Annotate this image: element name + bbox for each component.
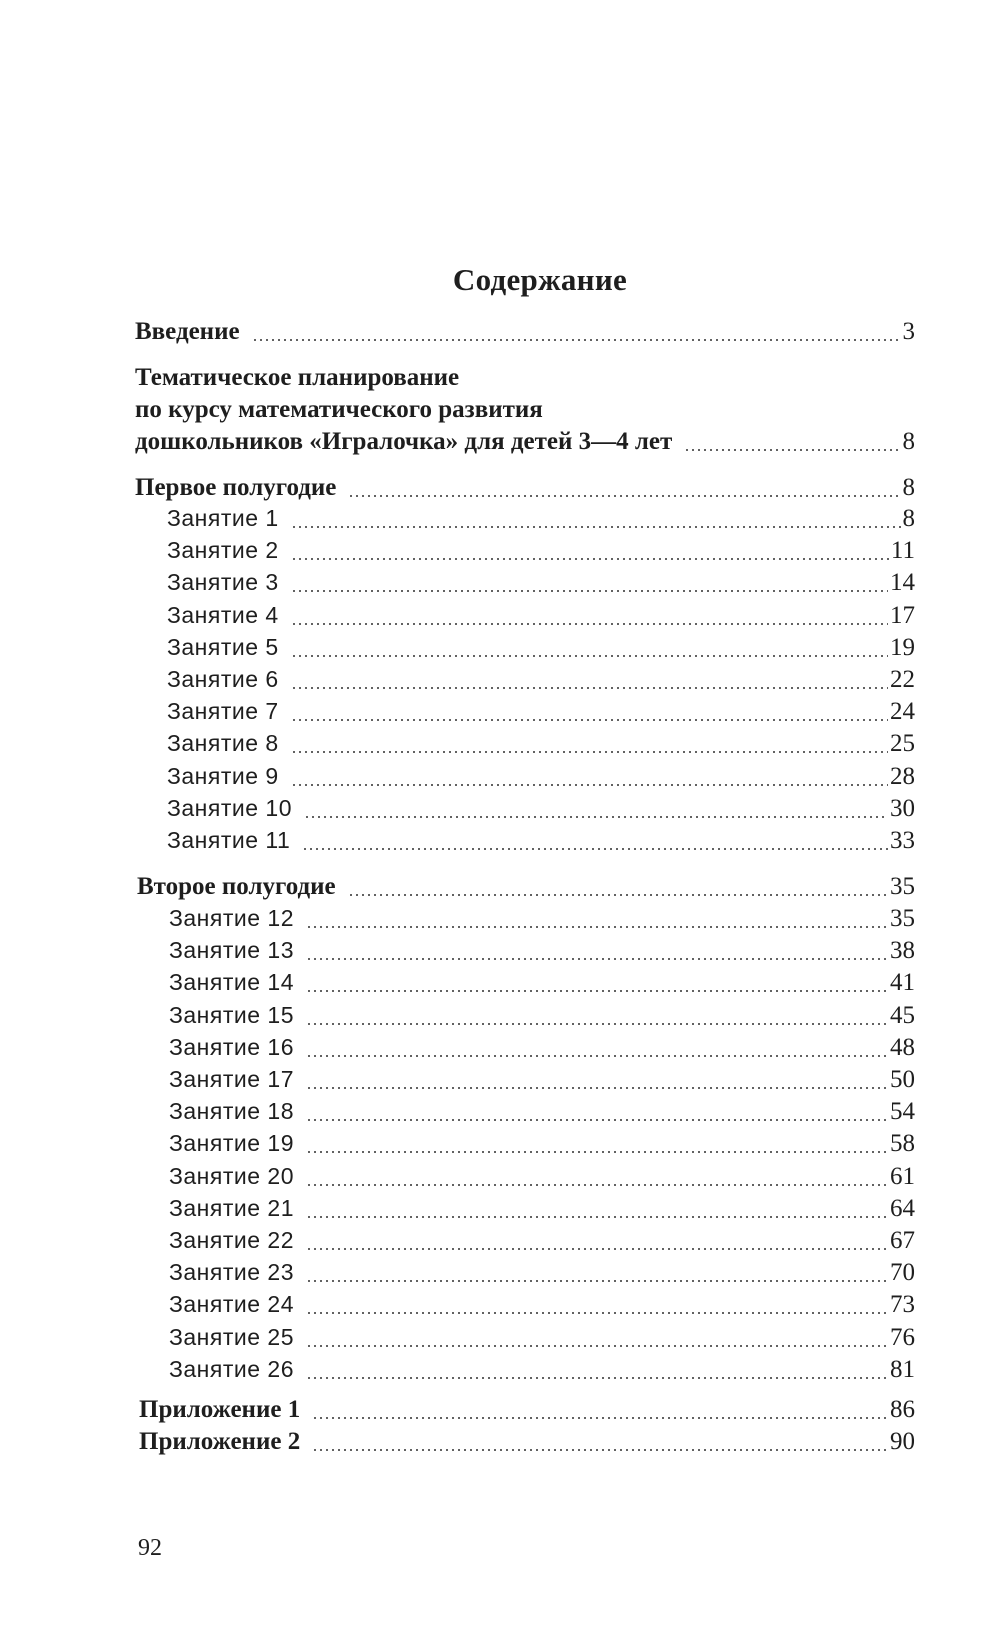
dot-leader bbox=[312, 1449, 888, 1451]
toc-entry-page: 17 bbox=[890, 601, 915, 629]
toc-entry-lesson bbox=[167, 569, 915, 599]
toc-entry-page: 30 bbox=[890, 794, 915, 822]
toc-entry-lesson bbox=[169, 905, 915, 935]
toc-entry-label: Занятие 9 bbox=[167, 762, 279, 789]
toc-entry-page: 3 bbox=[902, 318, 915, 345]
toc-entry-lesson bbox=[167, 763, 915, 793]
dot-leader bbox=[291, 558, 889, 560]
toc-entry-page: 8 bbox=[902, 474, 915, 501]
dot-leader bbox=[306, 1280, 888, 1282]
toc-entry-page: 54 bbox=[890, 1098, 915, 1126]
toc-entry-page: 33 bbox=[890, 827, 915, 854]
toc-entry-page: 48 bbox=[890, 1033, 915, 1061]
dot-leader bbox=[348, 495, 900, 497]
page-number: 92 bbox=[138, 1535, 162, 1561]
toc-entry-lesson bbox=[169, 1324, 915, 1354]
toc-entry-label: Занятие 13 bbox=[169, 937, 294, 964]
toc-entry-label: Первое полугодие bbox=[135, 474, 337, 501]
toc-entry-label: Занятие 18 bbox=[169, 1098, 294, 1125]
dot-leader bbox=[306, 1312, 888, 1314]
toc-entry-thematic bbox=[135, 428, 915, 458]
toc-entry-lesson bbox=[167, 827, 915, 857]
toc-entry-label: Занятие 7 bbox=[167, 698, 279, 725]
toc-entry-label: Приложение 2 bbox=[139, 1428, 301, 1455]
toc-entry-lesson bbox=[167, 666, 915, 696]
toc-entry-page: 45 bbox=[890, 1001, 915, 1029]
toc-entry-lesson bbox=[169, 1356, 915, 1386]
toc-entry-page: 86 bbox=[890, 1396, 915, 1423]
toc-entry-label: дошкольников «Игралочка» для детей 3—4 лет bbox=[135, 428, 673, 455]
toc-entry-label: Занятие 14 bbox=[169, 969, 294, 996]
toc-entry-lesson bbox=[167, 505, 915, 535]
toc-entry-label: Занятие 16 bbox=[169, 1033, 294, 1060]
toc-entry-page: 64 bbox=[890, 1194, 915, 1222]
toc-entry-page: 76 bbox=[890, 1323, 915, 1351]
toc-entry-label: Занятие 25 bbox=[169, 1323, 294, 1350]
dot-leader bbox=[291, 687, 888, 689]
toc-entry-lesson bbox=[169, 1195, 915, 1225]
toc-entry-page: 35 bbox=[890, 873, 915, 900]
toc-entry-half1 bbox=[135, 474, 915, 504]
toc-entry-page: 24 bbox=[890, 698, 915, 726]
toc-entry-lesson bbox=[169, 1291, 915, 1321]
dot-leader bbox=[291, 655, 888, 657]
dot-leader bbox=[306, 1055, 888, 1057]
toc-entry-label: Занятие 8 bbox=[167, 730, 279, 757]
dot-leader bbox=[302, 848, 888, 850]
toc-entry-thematic-line2: по курсу математического развития bbox=[135, 396, 543, 423]
toc-entry-lesson bbox=[167, 795, 915, 825]
dot-leader bbox=[291, 719, 888, 721]
dot-leader bbox=[312, 1417, 888, 1419]
toc-entry-lesson bbox=[169, 1002, 915, 1032]
toc-entry-label: Занятие 24 bbox=[169, 1291, 294, 1318]
toc-entry-label: Занятие 10 bbox=[167, 794, 292, 821]
toc-entry-lesson bbox=[167, 634, 915, 664]
toc-entry-page: 19 bbox=[890, 633, 915, 661]
toc-entry-appendix2 bbox=[139, 1428, 915, 1458]
toc-entry-label: Занятие 5 bbox=[167, 633, 279, 660]
toc-entry-label: Занятие 21 bbox=[169, 1194, 294, 1221]
toc-entry-label: Занятие 12 bbox=[169, 905, 294, 931]
dot-leader bbox=[291, 623, 888, 625]
dot-leader bbox=[306, 1345, 888, 1347]
toc-entry-page: 28 bbox=[890, 762, 915, 790]
dot-leader bbox=[291, 590, 888, 592]
toc-entry-label: Занятие 17 bbox=[169, 1066, 294, 1092]
toc-entry-page: 8 bbox=[902, 505, 915, 532]
toc-entry-lesson bbox=[169, 1034, 915, 1064]
dot-leader bbox=[291, 751, 888, 753]
toc-entry-label: Занятие 20 bbox=[169, 1162, 294, 1189]
dot-leader bbox=[291, 526, 901, 528]
toc-entry-half2 bbox=[137, 873, 915, 903]
toc-entry-lesson bbox=[169, 1163, 915, 1193]
dot-leader bbox=[252, 339, 901, 341]
toc-entry-page: 70 bbox=[890, 1259, 915, 1287]
toc-entry-page: 81 bbox=[890, 1355, 915, 1383]
toc-entry-label: Занятие 23 bbox=[169, 1259, 294, 1286]
dot-leader bbox=[306, 1119, 888, 1121]
toc-entry-label: Занятие 11 bbox=[167, 827, 291, 853]
toc-entry-lesson bbox=[169, 969, 915, 999]
toc-entry-label: Приложение 1 bbox=[139, 1396, 301, 1423]
toc-entry-page: 58 bbox=[890, 1130, 915, 1158]
toc-entry-label: Занятие 22 bbox=[169, 1227, 294, 1253]
toc-entry-page: 41 bbox=[890, 969, 915, 997]
toc-entry-label: Занятие 15 bbox=[169, 1001, 294, 1028]
toc-entry-page: 50 bbox=[890, 1066, 915, 1093]
toc-entry-label: Занятие 4 bbox=[167, 601, 279, 628]
dot-leader bbox=[291, 784, 888, 786]
toc-entry-label: Занятие 1 bbox=[167, 505, 279, 531]
dot-leader bbox=[306, 1023, 888, 1025]
toc-entry-page: 11 bbox=[890, 537, 915, 565]
dot-leader bbox=[306, 990, 888, 992]
toc-entry-page: 25 bbox=[890, 730, 915, 758]
toc-entry-label: Занятие 3 bbox=[167, 569, 279, 596]
toc-entry-lesson bbox=[169, 1098, 915, 1128]
toc-entry-lesson bbox=[169, 937, 915, 967]
dot-leader bbox=[306, 1248, 888, 1250]
toc-entry-label: Введение bbox=[135, 318, 240, 345]
toc-entry-page: 14 bbox=[890, 569, 915, 597]
toc-entry-label: Занятие 19 bbox=[169, 1130, 294, 1157]
page-title: Содержание bbox=[452, 262, 628, 297]
toc-entry-page: 61 bbox=[890, 1162, 915, 1190]
dot-leader bbox=[306, 1087, 888, 1089]
toc-entry-lesson bbox=[169, 1130, 915, 1160]
toc-entry-page: 35 bbox=[890, 905, 915, 932]
toc-entry-page: 73 bbox=[890, 1291, 915, 1319]
toc-entry-page: 67 bbox=[890, 1227, 915, 1254]
dot-leader bbox=[306, 1216, 888, 1218]
toc-entry-lesson bbox=[169, 1066, 915, 1096]
toc-entry-label: Занятие 26 bbox=[169, 1355, 294, 1382]
dot-leader bbox=[306, 1377, 888, 1379]
dot-leader bbox=[306, 1184, 888, 1186]
toc-entry-thematic-line1: Тематическое планирование bbox=[135, 364, 460, 391]
toc-entry-page: 90 bbox=[890, 1428, 915, 1455]
toc-entry-page: 22 bbox=[890, 666, 915, 693]
dot-leader bbox=[684, 449, 900, 451]
dot-leader bbox=[304, 816, 888, 818]
toc-entry-lesson bbox=[169, 1259, 915, 1289]
toc-entry-lesson bbox=[167, 730, 915, 760]
toc-entry-lesson bbox=[167, 537, 915, 567]
toc-entry-label: Второе полугодие bbox=[137, 873, 336, 900]
toc-entry-appendix1 bbox=[139, 1396, 915, 1426]
toc-entry-lesson bbox=[169, 1227, 915, 1257]
toc-entry-lesson bbox=[167, 698, 915, 728]
toc-entry-label: Занятие 6 bbox=[167, 666, 279, 692]
toc-entry-intro bbox=[135, 318, 915, 348]
dot-leader bbox=[306, 958, 888, 960]
dot-leader bbox=[348, 894, 888, 896]
toc-entry-lesson bbox=[167, 602, 915, 632]
toc-entry-label: Занятие 2 bbox=[167, 537, 279, 564]
toc-entry-page: 8 bbox=[902, 428, 915, 455]
toc-entry-page: 38 bbox=[890, 937, 915, 965]
dot-leader bbox=[306, 1151, 888, 1153]
dot-leader bbox=[306, 926, 888, 928]
